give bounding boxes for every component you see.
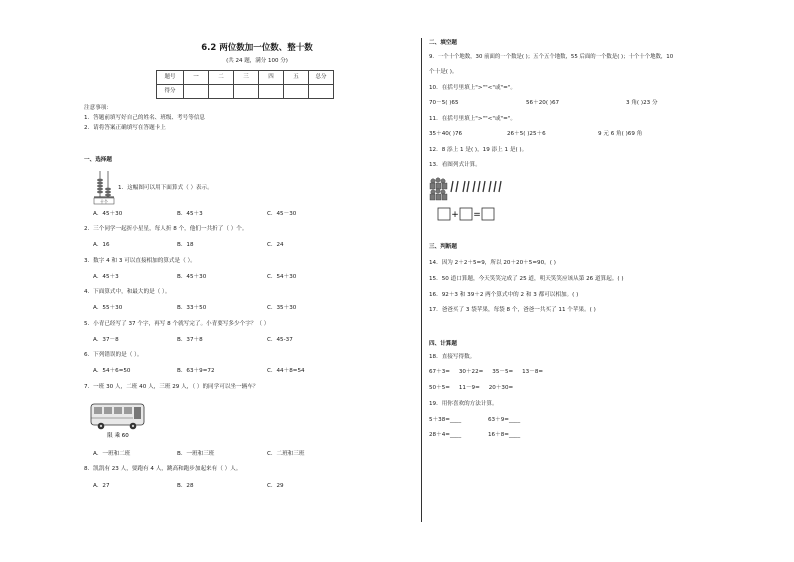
answer-boxes[interactable] — [437, 207, 501, 221]
question-17: 17．爸爸买了 3 袋苹果，每袋 8 个，爸爸一共买了 11 个苹果。( ) — [429, 307, 596, 313]
q19-item[interactable]: 5＋38=____ — [429, 417, 462, 423]
q2-option-c[interactable]: C．24 — [267, 242, 284, 248]
notice-heading: 注意事项： — [84, 105, 112, 111]
q8-option-c[interactable]: C．29 — [267, 483, 284, 489]
question-10: 10．在括号里填上">""<"或"="。 — [429, 85, 516, 91]
question-13: 13．看图列式计算。 — [429, 162, 481, 168]
bus-icon — [89, 401, 147, 439]
q8-option-b[interactable]: B．28 — [177, 483, 194, 489]
score-input-cell[interactable] — [209, 85, 234, 99]
score-table — [156, 70, 334, 99]
section-heading-fill: 二、填空题 — [429, 40, 457, 46]
q6-option-b[interactable]: B．63＋9=72 — [177, 368, 215, 374]
bus-label: 限 乘 60 — [107, 433, 129, 439]
page-title: 6.2 两位数加一位数、整十数 — [201, 43, 313, 53]
q3-option-b[interactable]: B．45＋30 — [177, 274, 207, 280]
score-cell: 得分 — [157, 85, 184, 99]
q5-option-a[interactable]: A．37－8 — [93, 337, 119, 343]
score-cell: 总分 — [309, 71, 334, 85]
abacus-icon — [93, 167, 115, 205]
abacus-label: 十个 — [100, 199, 108, 204]
q19-item[interactable]: 63＋9=____ — [488, 417, 521, 423]
q2-option-a[interactable]: A．16 — [93, 242, 110, 248]
q4-option-b[interactable]: B．33＋50 — [177, 305, 207, 311]
question-3: 3．数字 4 和 3 可以直接相加的算式是（ ）。 — [84, 258, 196, 264]
score-input-cell[interactable] — [309, 85, 334, 99]
question-9-cont: 个十是( )。 — [429, 69, 458, 75]
q19-item[interactable]: 28＋4=____ — [429, 432, 462, 438]
q1-option-b[interactable]: B．45＋3 — [177, 211, 203, 217]
question-18: 18．直接写得数。 — [429, 354, 476, 360]
question-8: 8．凯凯有 23 人，要跑有 4 人，跳高和跑步加起来有（ ）人。 — [84, 466, 242, 472]
question-11: 11．在括号里填上">""<"或"="。 — [429, 116, 516, 122]
q6-option-c[interactable]: C．44＋8=54 — [267, 368, 305, 374]
question-1: 1．这幅图可以用下面算式（ ）表示。 — [118, 185, 213, 191]
page-subtitle: (共 24 题，满分 100 分) — [226, 58, 288, 64]
question-14: 14．因为 2＋2＋5=9，所以 20＋20＋5=90。( ) — [429, 260, 556, 266]
score-input-cell[interactable] — [234, 85, 259, 99]
score-cell: 三 — [234, 71, 259, 85]
q7-option-c[interactable]: C．二班和三班 — [267, 451, 305, 457]
notice-item: 2．请将答案正确填写在答题卡上 — [84, 125, 166, 131]
q5-option-c[interactable]: C．45-37 — [267, 337, 293, 343]
score-cell: 一 — [184, 71, 209, 85]
q8-option-a[interactable]: A．27 — [93, 483, 110, 489]
q10-item[interactable]: 3 角( )23 分 — [626, 100, 658, 106]
question-19: 19．用你喜欢的方法计算。 — [429, 401, 498, 407]
svg-text:+: + — [451, 210, 459, 220]
score-table-row — [157, 85, 334, 99]
q7-option-a[interactable]: A．一班和二班 — [93, 451, 131, 457]
column-divider — [421, 38, 422, 522]
q6-option-a[interactable]: A．54＋6=50 — [93, 368, 131, 374]
question-16: 16．92＋3 和 39＋2 两个算式中的 2 和 3 都可以相加。( ) — [429, 292, 579, 298]
q5-option-b[interactable]: B．37＋8 — [177, 337, 203, 343]
q10-item[interactable]: 70－5( )65 — [429, 100, 459, 106]
score-input-cell[interactable] — [284, 85, 309, 99]
section-heading-choice: 一、选择题 — [84, 157, 112, 163]
q1-option-a[interactable]: A．45＋30 — [93, 211, 123, 217]
section-heading-calc: 四、计算题 — [429, 341, 457, 347]
score-input-cell[interactable] — [259, 85, 284, 99]
question-6: 6．下列错误的是（ ）。 — [84, 352, 143, 358]
q4-option-c[interactable]: C．35＋30 — [267, 305, 297, 311]
q3-option-c[interactable]: C．54＋30 — [267, 274, 297, 280]
question-9: 9．一个十个地数，30 前面的一个数是( )；五个五个地数，55 后面的一个数是( )；十个十个地数，10 — [429, 54, 674, 60]
q11-item[interactable]: 9 元 6 角( )69 角 — [598, 131, 643, 137]
question-2: 2．三个同学一起折小星星，每人折 8 个，他们一共折了（ ）个。 — [84, 226, 248, 232]
svg-text:=: = — [473, 210, 481, 220]
section-heading-judge: 三、判断题 — [429, 244, 457, 250]
score-table-row — [157, 71, 334, 85]
q4-option-a[interactable]: A．55＋30 — [93, 305, 123, 311]
question-4: 4．下面算式中，和最大的是（ ）。 — [84, 289, 171, 295]
q2-option-b[interactable]: B．18 — [177, 242, 194, 248]
score-cell: 五 — [284, 71, 309, 85]
q11-item[interactable]: 26＋5( )25＋6 — [507, 131, 546, 137]
question-5: 5．小青已经写了 37 个字，再写 8 个就写完了。小青要写多少个字？（ ） — [84, 321, 270, 327]
score-cell: 四 — [259, 71, 284, 85]
score-cell: 二 — [209, 71, 234, 85]
q1-option-c[interactable]: C．45－30 — [267, 211, 297, 217]
score-cell: 题号 — [157, 71, 184, 85]
question-15: 15．50 道口算题，今天笑笑完成了 25 道，明天笑笑应该从第 26 道算起。( ) — [429, 276, 624, 282]
score-input-cell[interactable] — [184, 85, 209, 99]
q3-option-a[interactable]: A．45＋3 — [93, 274, 119, 280]
q19-item[interactable]: 16＋8=____ — [488, 432, 521, 438]
q10-item[interactable]: 56＋20( )67 — [526, 100, 560, 106]
q7-option-b[interactable]: B．一班和三班 — [177, 451, 215, 457]
q18-row[interactable]: 67＋3= 30＋22= 35－5= 13－8= — [429, 369, 544, 375]
q18-row[interactable]: 50＋5= 11－9= 20＋30= — [429, 385, 514, 391]
notice-item: 1．答题前填写好自己的姓名、班级、考号等信息 — [84, 115, 206, 121]
question-7: 7．一班 30 人，二班 40 人，三班 29 人，（ ）的同学可以坐一辆车？ — [84, 384, 259, 390]
question-12: 12．8 添上 1 是( )，19 添上 1 是( )。 — [429, 147, 528, 153]
q11-item[interactable]: 35＋40( )76 — [429, 131, 463, 137]
